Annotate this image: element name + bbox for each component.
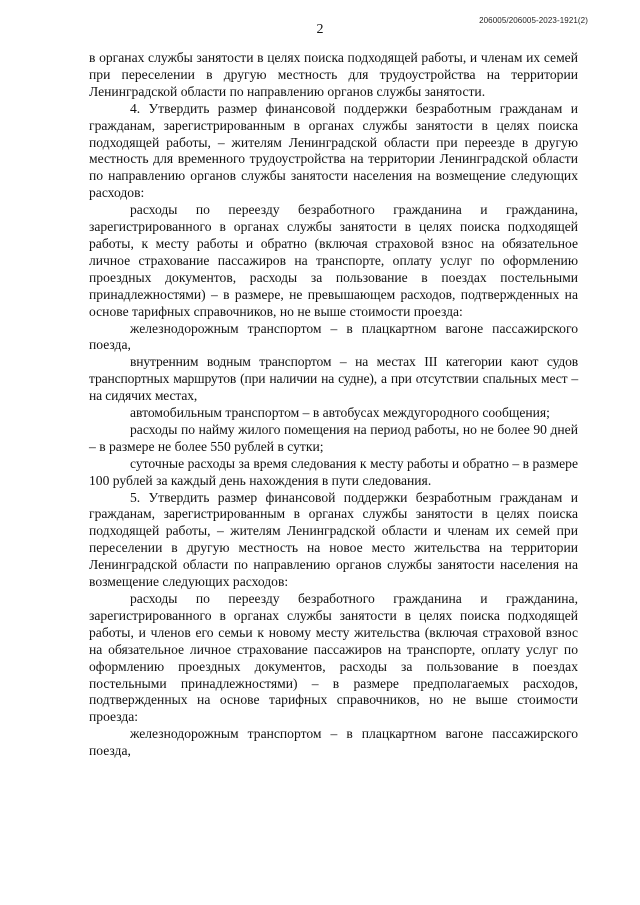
- paragraph: железнодорожным транспортом – в плацкартном вагоне пассажирского поезда,: [89, 320, 578, 353]
- paragraph: 4. Утвердить размер финансовой поддержки безработным гражданам и гражданам, зарегистрированным в органах службы занятости в целях поиска подходящей работы, – жителям Ленинградской области при переезде в другую местность для временного трудоустройства на территории Ленинградской области по направлению органов службы занятости населения на возмещение следующих расходов:: [89, 100, 578, 201]
- paragraph: в органах службы занятости в целях поиска подходящей работы, и членам их семей при переселении в другую местность для трудоустройства на территории Ленинградской области по направлению органов службы занятости.: [89, 50, 578, 99]
- paragraph: суточные расходы за время следования к месту работы и обратно – в размере 100 рублей за каждый день нахождения в пути следования.: [89, 455, 578, 488]
- paragraph: железнодорожным транспортом – в плацкартном вагоне пассажирского поезда,: [89, 726, 578, 759]
- paragraph: внутренним водным транспортом – на местах III категории кают судов транспортных маршрутов (при наличии на судне), а при отсутствии спальных мест – на сидячих местах,: [89, 354, 578, 404]
- page-number: 2: [316, 22, 324, 37]
- paragraph: расходы по найму жилого помещения на период работы, но не более 90 дней – в размере не более 550 рублей в сутки;: [89, 421, 578, 454]
- paragraph: расходы по переезду безработного гражданина и гражданина, зарегистрированного в органах службы занятости в целях поиска подходящей работы, к месту работы и обратно (включая страховой взнос на обязательное личное страхование пассажиров на транспорте, оплату услуг по оформлению проездных документов, расходы за пользование в поездах постельными принадлежностями) – в размере, не превышающем расходов, подтвержденных на основе тарифных справочников, но не выше стоимости проезда:: [89, 202, 578, 319]
- document-id: 206005/206005-2023-1921(2): [479, 16, 588, 25]
- document-body: [89, 50, 578, 760]
- paragraph: 5. Утвердить размер финансовой поддержки безработным гражданам и гражданам, зарегистрированным в органах службы занятости в целях поиска подходящей работы, – жителям Ленинградской области и членам их семей при переселении в другую местность на новое место жительства на территории Ленинградской области по направлению органов службы занятости населения на возмещение следующих расходов:: [89, 489, 578, 590]
- paragraph: автомобильным транспортом – в автобусах междугородного сообщения;: [130, 405, 550, 421]
- paragraph: расходы по переезду безработного гражданина и гражданина, зарегистрированного в органах службы занятости в целях поиска подходящей работы, и членов его семьи к новому месту жительства (включая страховой взнос на обязательное личное страхование пассажиров на транспорте, оплату услуг по оформлению проездных документов, расходы за пользование в поездах постельными принадлежностями) – в размере предполагаемых расходов, подтвержденных на основе тарифных справочников, но не выше стоимости проезда:: [89, 591, 578, 725]
